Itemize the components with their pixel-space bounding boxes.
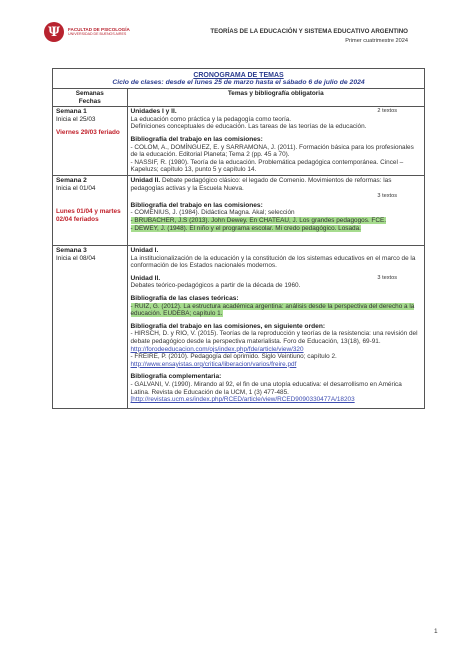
- bibliography-entry: - FREIRE, P. (2010). Pedagogía del oprimido. Siglo Veintiuno; capítulo 2.: [130, 353, 337, 361]
- week-start: Inicia el 25/03: [56, 115, 96, 123]
- week-label: Semana 3: [56, 247, 87, 255]
- unit-title: Unidades I y II.: [130, 108, 177, 116]
- bibliography-heading: Bibliografía del trabajo en las comisiones, en siguiente orden:: [130, 322, 326, 330]
- page-number: 1: [434, 628, 438, 635]
- faculty-logo: [44, 22, 130, 42]
- bibliography-link[interactable]: http://www.ensayistas.org/critica/liberacion/varios/freire.pdf: [130, 360, 297, 368]
- table-header-row: [53, 89, 424, 107]
- topics-header: Temas y bibliografía obligatoria: [127, 89, 424, 107]
- bibliography-heading: Bibliografía de las clases teóricas:: [130, 295, 239, 303]
- week-cell: [53, 175, 127, 245]
- unit-title: Unidad I.: [130, 247, 159, 255]
- table-row: [53, 107, 424, 176]
- bibliography-heading: Bibliografía complementaria:: [130, 373, 222, 381]
- course-title: TEORÍAS DE LA EDUCACIÓN Y SISTEMA EDUCATIVO ARGENTINO: [210, 28, 408, 35]
- weeks-header-label: Semanas: [75, 90, 104, 97]
- bibliography-link[interactable]: http://forodeeducacion.com/ojs/index.php/fde/article/view/320: [130, 345, 304, 353]
- schedule-table: [53, 89, 424, 408]
- unit-title: Unidad II.: [130, 274, 161, 282]
- bibliography-entry: - COMENIUS, J. (1984). Didáctica Magna. Akal; selección: [130, 209, 295, 217]
- bibliography-heading: Bibliografía del trabajo en las comisiones:: [130, 135, 263, 143]
- weeks-header: [53, 89, 127, 107]
- holiday-note: Lunes 01/04 y martes 02/04 feriados: [56, 208, 121, 223]
- unit-description: Debate pedagógico clásico: el legado de Comenio. Movimientos de reformas: las pedagogías activas y la Escuela Nueva.: [130, 176, 392, 192]
- topics-cell: [127, 246, 424, 408]
- bibliography-entry-highlighted: - RUIZ, G. (2012). La estructura académica argentina: análisis desde la perspectiva del derecho a la educación. EUDEBA; capítulo 1.: [130, 302, 415, 318]
- unit-description: La institucionalización de la educación y la constitución de los sistemas educativos en el marco de la conformación de los Estados nacionales modernos.: [130, 254, 416, 270]
- schedule-document: [52, 68, 425, 409]
- topic-line: La educación como práctica y la pedagogía como teoría.: [130, 115, 292, 123]
- bibliography-entry: - COLOM, A., DOMÍNGUEZ, E. y SARRAMONA, J. (2011). Formación básica para los profesionales de la educación. Editorial Planeta; Tema 2 (pp. 45 a 70).: [130, 143, 414, 159]
- text-count: 3 textos: [377, 193, 397, 200]
- week-start: Inicia el 01/04: [56, 184, 96, 192]
- text-count: 2 textos: [377, 108, 397, 115]
- banner-subtitle: Ciclo de clases: desde el lunes 25 de marzo hasta el sábado 6 de julio de 2024: [112, 79, 365, 86]
- bibliography-entry-highlighted: - BRUBACHER, J.S (2013). John Dewey. En CHATEAU, J. Los grandes pedagogos. FCE.: [130, 216, 386, 224]
- dates-header-label: Fechas: [78, 97, 101, 105]
- topics-cell: [127, 175, 424, 245]
- schedule-banner: [53, 69, 424, 89]
- topics-cell: [127, 107, 424, 176]
- bibliography-entry: - GALVANI, V. (1990). Mirando al 92, el fin de una utopía educativa: el desarrollismo en América Latina. Revista de Educación de la UCM, 1 (3) 477-485.: [130, 381, 402, 396]
- week-label: Semana 1: [56, 108, 87, 116]
- week-cell: [53, 107, 127, 176]
- table-row: [53, 175, 424, 245]
- text-count: 3 textos: [377, 274, 397, 281]
- bibliography-link[interactable]: [http://revistas.ucm.es/index.php/RCED/article/view/RCED9090330477A/18203: [130, 396, 355, 404]
- week-cell: [53, 246, 127, 408]
- bibliography-entry: - HIRSCH, D. y RIO, V. (2015). Teorías de la reproducción y teorías de la resistencia: una revisión del debate pedagógico desde la perspectiva materialista. Foro de Educación, 13(18), 69-91.: [130, 330, 418, 346]
- holiday-note: Viernes 29/03 feriado: [56, 129, 120, 137]
- banner-title: CRONOGRAMA DE TEMAS: [193, 72, 284, 79]
- unit-description: Debates teórico-pedagógicos a partir de la década de 1960.: [130, 282, 301, 290]
- bibliography-heading: Bibliografía del trabajo en las comisiones:: [130, 201, 263, 209]
- logo-line-2: UNIVERSIDAD DE BUENOS AIRES: [68, 32, 127, 36]
- table-row: [53, 246, 424, 408]
- psi-logo-icon: Ψ: [44, 22, 64, 42]
- unit-title: Unidad II.: [130, 176, 161, 184]
- bibliography-entry-highlighted: - DEWEY, J. (1948). El niño y el programa escolar. Mi credo pedagógico. Losada.: [130, 224, 361, 232]
- week-start: Inicia el 08/04: [56, 254, 96, 262]
- logo-line-1: FACULTAD DE PSICOLOGÍA: [68, 27, 130, 32]
- term-label: Primer cuatrimestre 2024: [345, 38, 408, 44]
- bibliography-entry: - NASSIF, R. (1980). Teoría de la educación. Problemática pedagógica contemporánea. Cincel – Kapeluzs; capítulo 13, punto 5 y capítulo 14.: [130, 158, 404, 174]
- week-label: Semana 2: [56, 176, 87, 184]
- topic-line: Definiciones conceptuales de educación. Las tareas de las teorías de la educación.: [130, 123, 367, 131]
